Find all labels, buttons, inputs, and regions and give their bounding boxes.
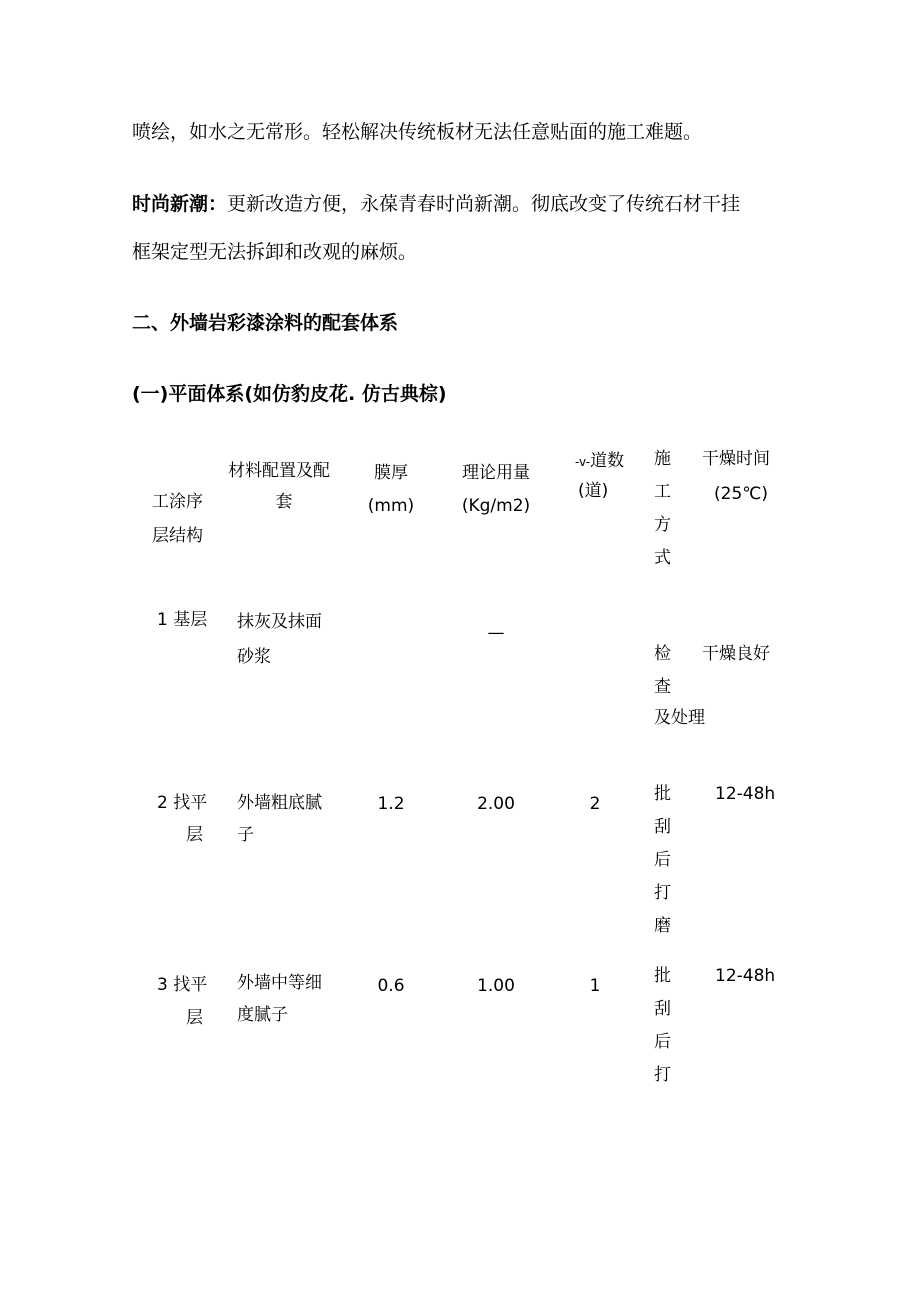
row1-material-line1: 抹灰及抹面 [237, 612, 322, 632]
row2-dry: 12-48h [715, 784, 776, 804]
row3-coats: 1 [589, 976, 601, 996]
header-thickness-line1: 膜厚 [374, 463, 408, 483]
row2-material-line1: 外墙粗底腻 [237, 793, 322, 813]
row3-material-line2: 度腻子 [237, 1005, 288, 1025]
header-usage-line2: (Kg/m2) [461, 496, 531, 516]
row1-dry: 干燥良好 [702, 644, 770, 664]
header-method: 施工方式 [654, 449, 671, 568]
paragraph-2-continued: 框架定型无法拆卸和改观的麻烦。 [132, 241, 418, 263]
row3-layer-line1: 3 找平 [157, 975, 208, 995]
row3-dry: 12-48h [715, 966, 776, 986]
header-coats-label: 道数 [590, 451, 625, 471]
row2-layer-line1: 2 找平 [157, 793, 208, 813]
row1-method-line1: 检查 [654, 644, 671, 697]
header-dry-line1: 干燥时间 [702, 449, 770, 469]
paragraph-2-text: 更新改造方便，永葆青春时尚新潮。彻底改变了传统石材干挂 [227, 193, 741, 215]
header-layer-line2: 层结构 [152, 526, 203, 546]
row3-usage: 1.00 [477, 976, 515, 996]
row2-coats: 2 [589, 794, 601, 814]
header-material-line2: 套 [275, 492, 293, 512]
row2-usage: 2.00 [477, 794, 515, 814]
row3-material-line1: 外墙中等细 [237, 973, 322, 993]
row2-layer-line2: 层 [186, 825, 203, 845]
paragraph-2 [132, 190, 740, 218]
subsection-heading: (一)平面体系(如仿豹皮花. 仿古典棕) [132, 383, 447, 405]
row1-layer: 1 基层 [157, 610, 208, 630]
header-material-line1: 材料配置及配 [228, 461, 330, 481]
header-usage-line1: 理论用量 [462, 463, 530, 483]
row2-material-line2: 子 [237, 825, 254, 845]
row1-usage: — [487, 623, 505, 643]
header-dry-line2: (25℃) [714, 484, 768, 504]
header-coats-prefix: -v- [575, 455, 591, 469]
header-layer-line1: 工涂序 [152, 492, 203, 512]
row2-thickness: 1.2 [377, 794, 405, 814]
row1-material-line2: 砂浆 [237, 647, 271, 667]
row1-method-line2: 及处理 [654, 708, 705, 728]
header-coats-line2: (道) [578, 481, 609, 501]
row3-thickness: 0.6 [377, 976, 405, 996]
row3-layer-line2: 层 [186, 1008, 203, 1028]
section-heading: 二、外墙岩彩漆涂料的配套体系 [132, 312, 399, 334]
header-coats-line1 [575, 445, 624, 479]
row3-method: 批刮后打 [654, 966, 671, 1085]
row2-method: 批刮后打磨 [654, 784, 671, 936]
paragraph-2-lead: 时尚新潮： [132, 193, 228, 215]
header-thickness-line2: (mm) [367, 496, 415, 516]
paragraph-1: 喷绘，如水之无常形。轻松解决传统板材无法任意贴面的施工难题。 [132, 121, 703, 143]
